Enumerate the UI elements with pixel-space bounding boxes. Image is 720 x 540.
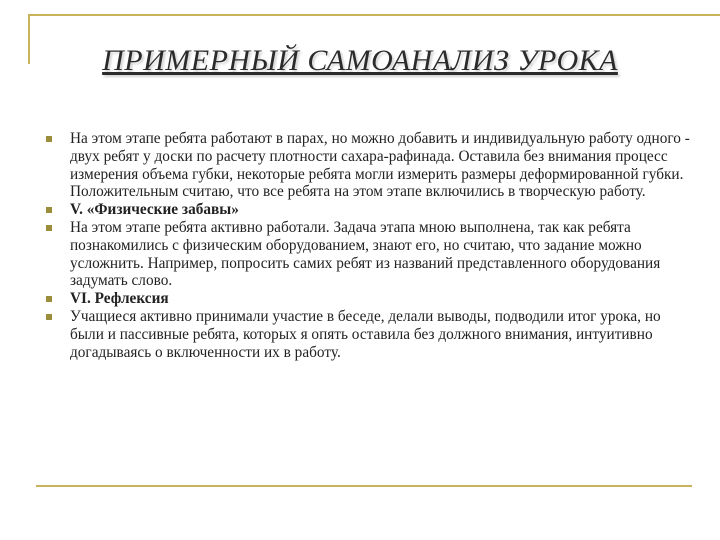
list-item-text: Учащиеся активно принимали участие в беседе, делали выводы, подводили итог урока, но были и пассивные ребята, которых я опять оставила без должного внимания, интуитивно догадываясь о включенности их в работу. xyxy=(70,307,661,361)
square-bullet-icon xyxy=(46,225,52,231)
list-item-text: На этом этапе ребята работают в парах, но можно добавить и индивидуальную работу одного - двух ребят у доски по расчету плотности сахара-рафинада. Оставила без внимания процесс измерения объема губки, некоторые ребята могли измерить размеры деформированной губки. Положительным считаю, что все ребята на этом этапе включились в творческую работу. xyxy=(70,130,690,201)
list-item-text: VI. Рефлексия xyxy=(70,290,169,308)
list-item xyxy=(46,308,696,361)
square-bullet-icon xyxy=(46,314,52,320)
list-item-heading xyxy=(46,290,696,308)
square-bullet-icon xyxy=(46,207,52,213)
square-bullet-icon xyxy=(46,136,52,142)
list-item-text: V. «Физические забавы» xyxy=(70,201,239,219)
slide-title: ПРИМЕРНЫЙ САМОАНАЛИЗ УРОКА xyxy=(102,44,618,77)
list-item-heading xyxy=(46,201,696,219)
list-item-text: На этом этапе ребята активно работали. Задача этапа мною выполнена, так как ребята познакомились с физическим оборудованием, знают его, но считаю, что задание можно усложнить. Например, попросить самих ребят из названий представленного оборудования задумать слово. xyxy=(70,218,661,290)
bullet-list xyxy=(46,130,696,361)
frame-top-line xyxy=(28,14,720,16)
list-item xyxy=(46,130,696,201)
square-bullet-icon xyxy=(46,296,52,302)
list-item xyxy=(46,219,696,290)
frame-bottom-line xyxy=(36,485,692,487)
